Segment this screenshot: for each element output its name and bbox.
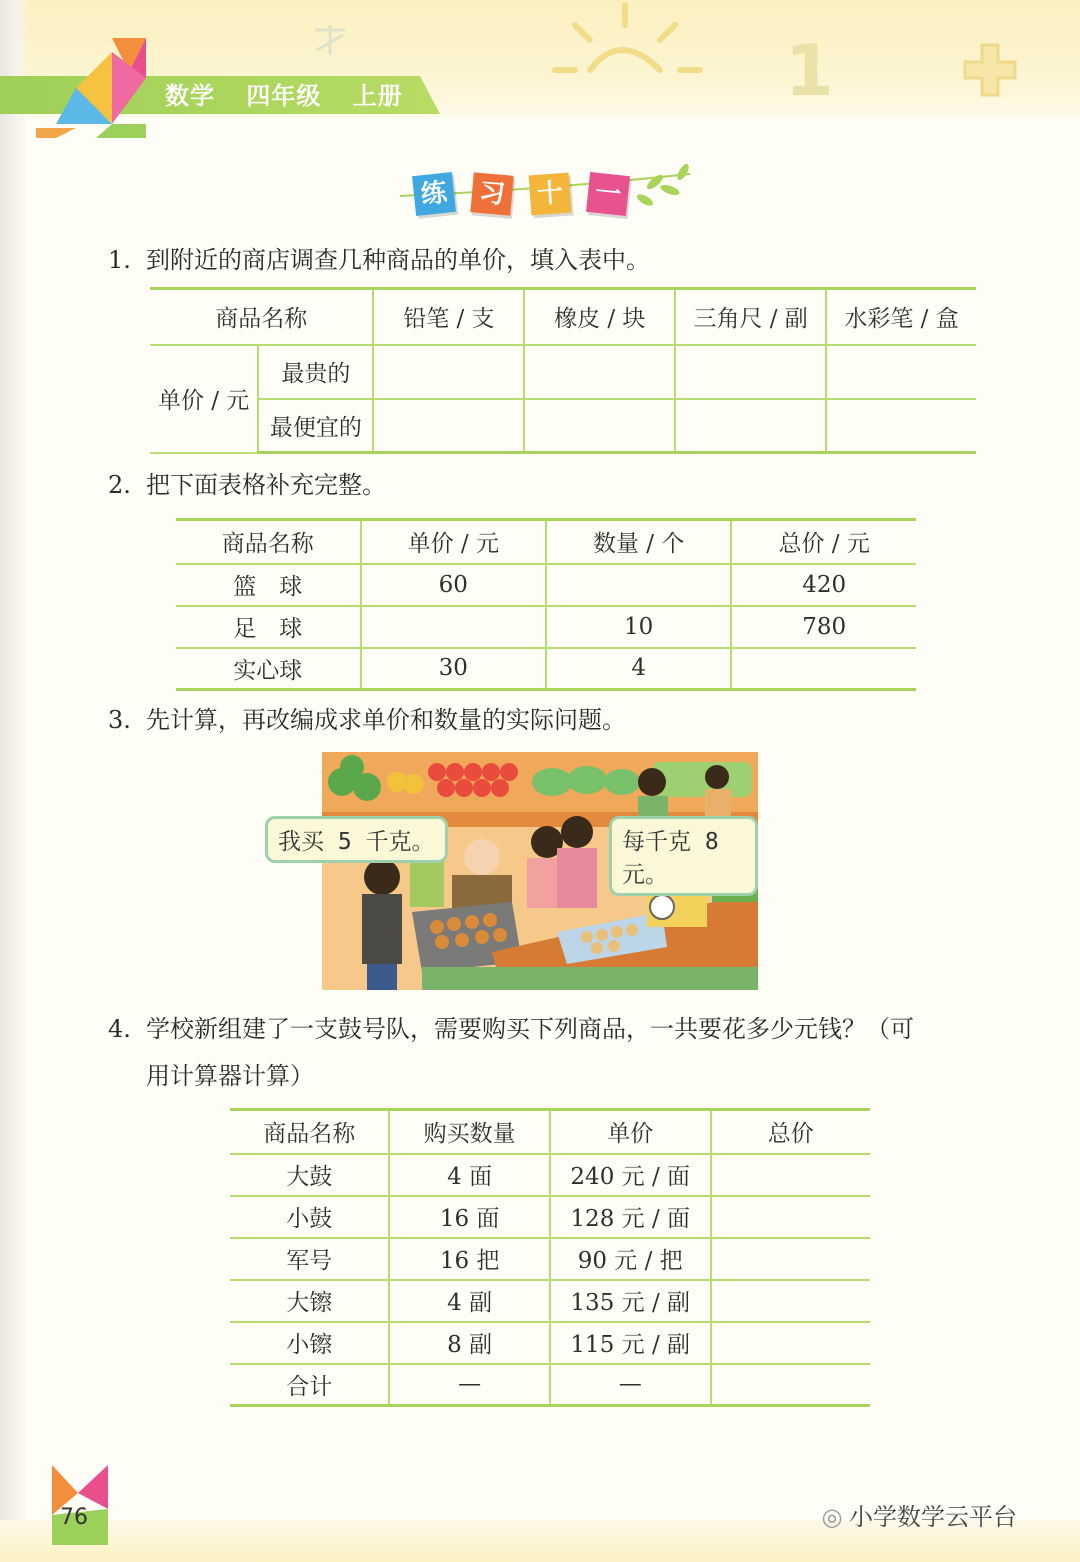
q4-table — [230, 1108, 870, 1407]
table-cell: 30 — [361, 648, 546, 690]
speech-bubble-left: 我买 5 千克。 — [265, 816, 448, 863]
question-3 — [108, 702, 626, 738]
question-1 — [108, 242, 650, 278]
tangram-logo-icon — [36, 38, 148, 138]
table-cell: 实心球 — [176, 648, 361, 690]
table-cell: 115 元 / 副 — [550, 1322, 711, 1364]
table-row-label: 最贵的 — [258, 345, 373, 399]
question-text-line1: 学校新组建了一支鼓号队，需要购买下列商品，一共要花多少元钱？（可 — [146, 1015, 914, 1043]
table-cell: 16 面 — [389, 1196, 549, 1238]
table-row-label: 最便宜的 — [258, 399, 373, 453]
title-char-3: 十 — [529, 173, 572, 216]
table-row — [176, 520, 916, 564]
table-header-cell: 总价 / 元 — [731, 520, 916, 564]
table-cell: 大鼓 — [230, 1154, 389, 1196]
title-char-2: 习 — [470, 172, 513, 215]
table-cell: 420 — [731, 564, 916, 606]
table-blank-cell[interactable] — [675, 345, 826, 399]
table-blank-cell[interactable] — [711, 1364, 870, 1406]
table-blank-cell[interactable] — [711, 1196, 870, 1238]
question-text-line2: 用计算器计算） — [146, 1062, 314, 1090]
table-cell: 合计 — [230, 1364, 389, 1406]
title-char-1: 练 — [412, 172, 456, 216]
table-cell: 8 副 — [389, 1322, 549, 1364]
table-header-cell: 数量 / 个 — [546, 520, 731, 564]
table-row — [176, 648, 916, 690]
table-row — [176, 606, 916, 648]
table-blank-cell[interactable] — [361, 606, 546, 648]
table-cell: 10 — [546, 606, 731, 648]
q1-table — [150, 287, 976, 454]
table-blank-cell[interactable] — [711, 1154, 870, 1196]
table-cell: 4 面 — [389, 1154, 549, 1196]
table-cell: 小镲 — [230, 1322, 389, 1364]
table-cell: 135 元 / 副 — [550, 1280, 711, 1322]
table-cell: 足 球 — [176, 606, 361, 648]
table-blank-cell[interactable] — [711, 1280, 870, 1322]
sun-decoration-icon — [530, 0, 750, 100]
page-left-edge — [0, 0, 30, 1562]
table-cell: 军号 — [230, 1238, 389, 1280]
table-blank-cell[interactable] — [711, 1322, 870, 1364]
table-cell: 780 — [731, 606, 916, 648]
table-row — [230, 1238, 870, 1280]
number-one-decoration: 1 — [785, 30, 834, 112]
table-row — [230, 1196, 870, 1238]
question-text: 先计算，再改编成求单价和数量的实际问题。 — [146, 706, 626, 734]
table-header-cell: 橡皮 / 块 — [524, 289, 675, 345]
table-row — [230, 1322, 870, 1364]
table-header-cell: 购买数量 — [389, 1110, 549, 1154]
wechat-icon: ◎ — [821, 1503, 843, 1531]
table-row — [230, 1110, 870, 1154]
header-volume: 上册 — [352, 82, 403, 110]
table-blank-cell[interactable] — [524, 345, 675, 399]
table-blank-cell[interactable] — [373, 345, 524, 399]
table-row — [150, 345, 976, 399]
question-number: 4. — [108, 1015, 131, 1043]
table-header-cell: 商品名称 — [176, 520, 361, 564]
table-header-cell: 单价 — [550, 1110, 711, 1154]
table-blank-cell[interactable] — [711, 1238, 870, 1280]
table-header-cell: 水彩笔 / 盒 — [826, 289, 976, 345]
question-number: 2. — [108, 471, 131, 499]
table-row-group-label: 单价 / 元 — [150, 345, 258, 453]
table-cell: 篮 球 — [176, 564, 361, 606]
table-blank-cell[interactable] — [373, 399, 524, 453]
table-cell: 16 把 — [389, 1238, 549, 1280]
table-blank-cell[interactable] — [731, 648, 916, 690]
title-char-4: 一 — [586, 172, 630, 216]
watermark-text: 小学数学云平台 — [849, 1503, 1017, 1531]
sparkle-decoration-icon — [305, 20, 355, 60]
table-blank-cell[interactable] — [675, 399, 826, 453]
table-cell: 60 — [361, 564, 546, 606]
table-row — [230, 1154, 870, 1196]
plus-decoration-icon — [960, 40, 1020, 100]
table-row — [150, 289, 976, 345]
question-4-continued — [146, 1058, 314, 1094]
question-4 — [108, 1011, 914, 1047]
table-row — [150, 399, 976, 453]
table-cell: 4 — [546, 648, 731, 690]
header-grade: 四年级 — [246, 82, 322, 110]
question-text: 到附近的商店调查几种商品的单价，填入表中。 — [146, 246, 650, 274]
table-cell: — — [550, 1364, 711, 1406]
table-row — [230, 1280, 870, 1322]
table-cell: 90 元 / 把 — [550, 1238, 711, 1280]
section-title — [400, 160, 700, 230]
question-text: 把下面表格补充完整。 — [146, 471, 386, 499]
question-number: 1. — [108, 246, 131, 274]
table-header-cell: 三角尺 / 副 — [675, 289, 826, 345]
table-cell: 240 元 / 面 — [550, 1154, 711, 1196]
watermark — [815, 1497, 1017, 1537]
table-cell: — — [389, 1364, 549, 1406]
table-row — [230, 1364, 870, 1406]
table-header-cell: 铅笔 / 支 — [373, 289, 524, 345]
table-blank-cell[interactable] — [524, 399, 675, 453]
table-blank-cell[interactable] — [546, 564, 731, 606]
q2-table — [176, 518, 916, 691]
table-row — [176, 564, 916, 606]
table-header-cell: 商品名称 — [150, 289, 373, 345]
table-cell: 大镲 — [230, 1280, 389, 1322]
table-blank-cell[interactable] — [826, 399, 976, 453]
table-cell: 128 元 / 面 — [550, 1196, 711, 1238]
header-title — [165, 80, 425, 112]
table-blank-cell[interactable] — [826, 345, 976, 399]
question-number: 3. — [108, 706, 131, 734]
table-cell: 4 副 — [389, 1280, 549, 1322]
market-illustration — [278, 752, 758, 990]
table-cell: 小鼓 — [230, 1196, 389, 1238]
table-header-cell: 总价 — [711, 1110, 870, 1154]
page-number: 76 — [60, 1505, 88, 1530]
question-2 — [108, 467, 386, 503]
speech-bubble-right: 每千克 8 元。 — [609, 816, 758, 896]
table-header-cell: 单价 / 元 — [361, 520, 546, 564]
table-header-cell: 商品名称 — [230, 1110, 389, 1154]
header-subject: 数学 — [165, 82, 215, 110]
